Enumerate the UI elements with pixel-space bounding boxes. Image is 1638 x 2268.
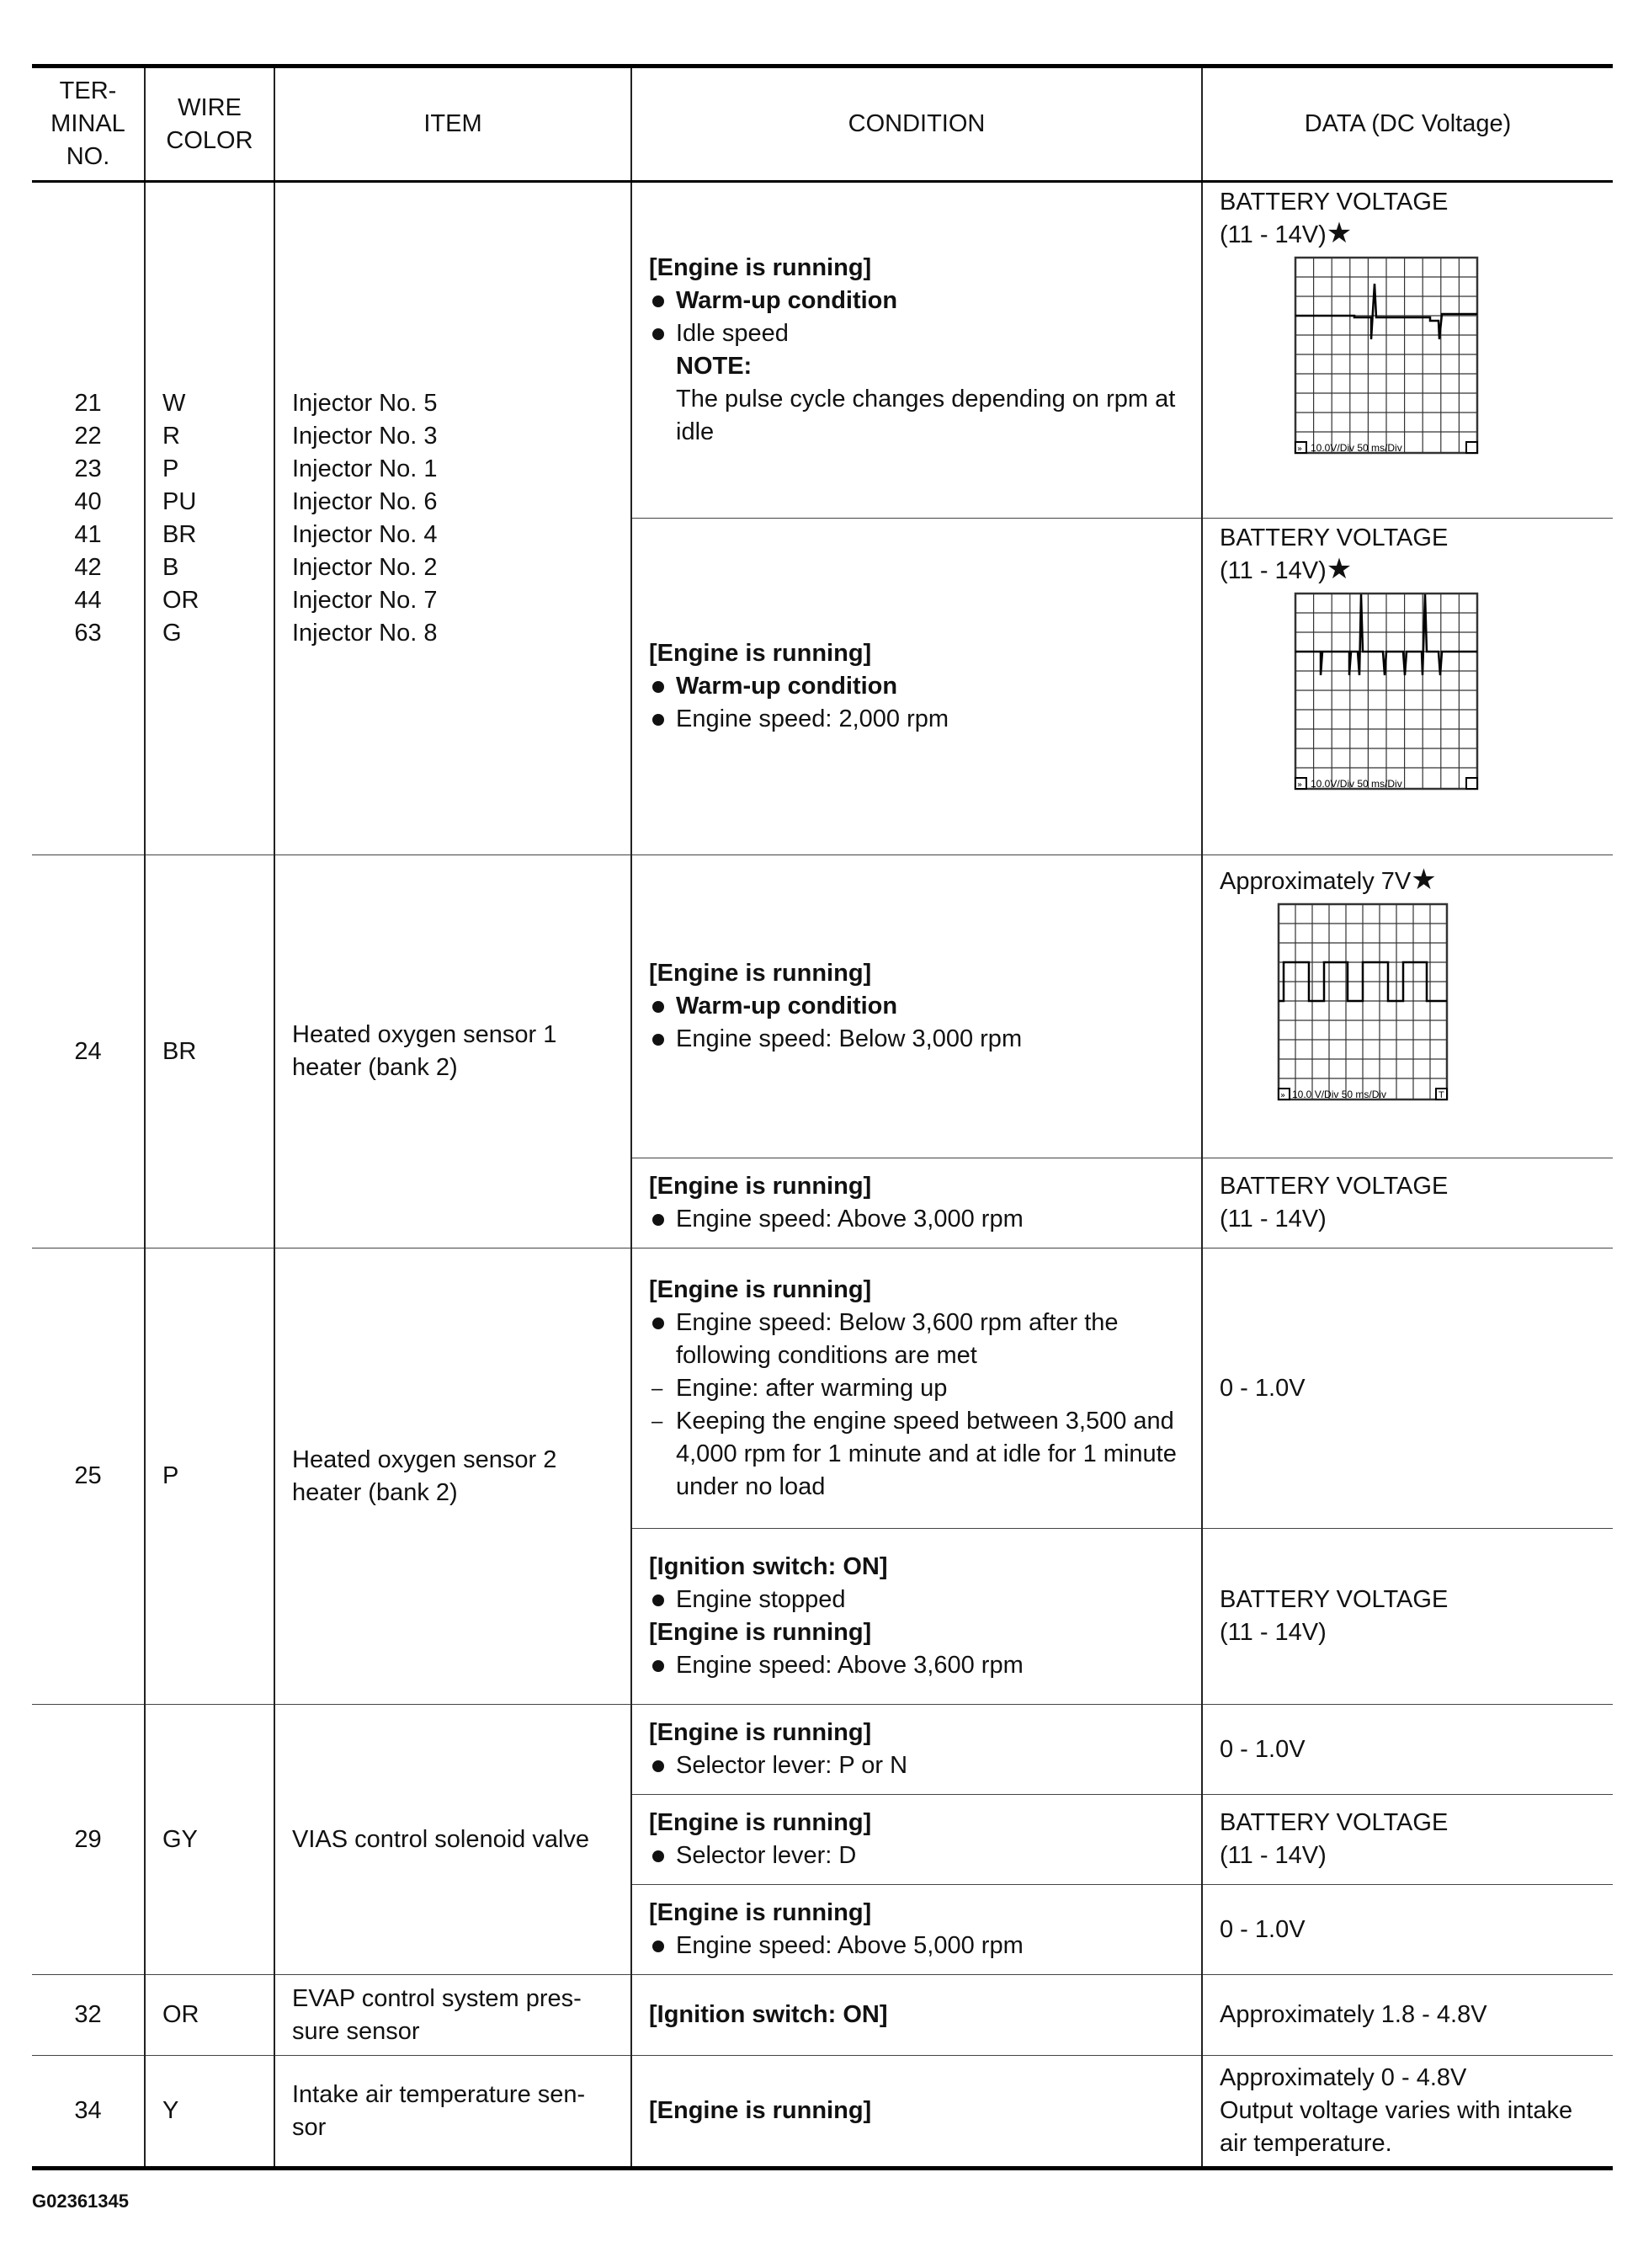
injector-idle-data: BATTERY VOLTAGE (11 - 14V)★ » 10.0V/Div 50 ms/Div [1202,182,1613,519]
terminal-number: 24 [32,855,145,1248]
o2s1-data-below: Approximately 7V★ » 10.0 V/Div 50 ms/Div T [1202,855,1613,1158]
wire-color: GY [145,1705,274,1975]
terminal-number: 29 [32,1705,145,1975]
oscilloscope-waveform-injector-2000rpm [1270,591,1489,801]
wire-color: BR [145,855,274,1248]
injector-2000-condition: [Engine is running] Warm-up condition Engine speed: 2,000 rpm [631,519,1202,855]
o2s1-data-above: BATTERY VOLTAGE (11 - 14V) [1202,1158,1613,1248]
terminal-table-sheet [32,64,1613,2170]
header-row [32,67,1613,182]
svg-text:T: T [1439,1090,1444,1100]
vias-data-d: BATTERY VOLTAGE (11 - 14V) [1202,1795,1613,1885]
terminal-number: 34 [32,2056,145,2169]
o2s2-condition-above: [Ignition switch: ON] Engine stopped [Engine is running] Engine speed: Above 3,600 rpm [631,1529,1202,1705]
scope-scale-label: 10.0V/Div 50 ms/Div [1311,778,1402,790]
table-row [32,1705,1613,1795]
vias-data-5000: 0 - 1.0V [1202,1885,1613,1975]
header-wire-color: WIRE COLOR [145,67,274,182]
item-name: Intake air temperature sen-sor [274,2056,631,2169]
vias-condition-d: [Engine is running] Selector lever: D [631,1795,1202,1885]
svg-text:»: » [1280,1091,1286,1100]
vias-condition-5000: [Engine is running] Engine speed: Above 5,000 rpm [631,1885,1202,1975]
table-row [32,1975,1613,2056]
o2s1-condition-above: [Engine is running] Engine speed: Above 3,000 rpm [631,1158,1202,1248]
injector-items: Injector No. 5 Injector No. 3 Injector No. 1 Injector No. 6 Injector No. 4 Injector No. 2 Injector No. 7 Injector No. 8 [274,182,631,855]
ecm-terminal-table [32,64,1613,2170]
o2s1-condition-below: [Engine is running] Warm-up condition Engine speed: Below 3,000 rpm [631,855,1202,1158]
header-data: DATA (DC Voltage) [1202,67,1613,182]
evap-data: Approximately 1.8 - 4.8V [1202,1975,1613,2056]
scope-scale-label: 10.0V/Div 50 ms/Div [1311,442,1402,454]
oscilloscope-waveform-injector-idle [1270,255,1489,466]
star-icon: ★ [1326,553,1353,585]
terminal-number: 32 [32,1975,145,2056]
injector-terminals: 21 22 23 40 41 42 44 63 [32,182,145,855]
vias-condition-pn: [Engine is running] Selector lever: P or N [631,1705,1202,1795]
iat-condition: [Engine is running] [631,2056,1202,2169]
header-condition: CONDITION [631,67,1202,182]
table-row [32,182,1613,519]
terminal-number: 25 [32,1248,145,1705]
table-row [32,1248,1613,1529]
svg-text:»: » [1297,780,1303,790]
iat-data: Approximately 0 - 4.8V Output voltage varies with intake air temperature. [1202,2056,1613,2169]
svg-text:»: » [1297,445,1303,454]
wire-color: P [145,1248,274,1705]
table-row [32,2056,1613,2169]
item-name: Heated oxygen sensor 2 heater (bank 2) [274,1248,631,1705]
header-terminal-no: TER- MINAL NO. [32,67,145,182]
o2s2-data-below: 0 - 1.0V [1202,1248,1613,1529]
injector-2000-data: BATTERY VOLTAGE (11 - 14V)★ » 10.0V/Div 50 ms/Div [1202,519,1613,855]
evap-condition: [Ignition switch: ON] [631,1975,1202,2056]
injector-idle-condition: [Engine is running] Warm-up condition Idle speed NOTE: The pulse cycle changes depending on rpm at idle [631,182,1202,519]
scope-scale-label: 10.0 V/Div 50 ms/Div [1292,1089,1387,1100]
o2s2-data-above: BATTERY VOLTAGE (11 - 14V) [1202,1529,1613,1705]
item-name: VIAS control solenoid valve [274,1705,631,1975]
star-icon: ★ [1411,864,1437,896]
item-name: Heated oxygen sensor 1 heater (bank 2) [274,855,631,1248]
injector-wires: W R P PU BR B OR G [145,182,274,855]
header-item: ITEM [274,67,631,182]
wire-color: Y [145,2056,274,2169]
wire-color: OR [145,1975,274,2056]
figure-id: G02361345 [32,2191,129,2212]
vias-data-pn: 0 - 1.0V [1202,1705,1613,1795]
star-icon: ★ [1326,217,1353,249]
o2s2-condition-below: [Engine is running] Engine speed: Below 3,600 rpm after the following conditions are met – Engine: after warming up – Keeping the engine speed between 3,500 and 4,000 rpm for 1 minute and at idle for 1 minute under no load [631,1248,1202,1529]
oscilloscope-waveform-o2s1-heater [1253,902,1455,1112]
item-name: EVAP control system pres-sure sensor [274,1975,631,2056]
table-row [32,855,1613,1158]
